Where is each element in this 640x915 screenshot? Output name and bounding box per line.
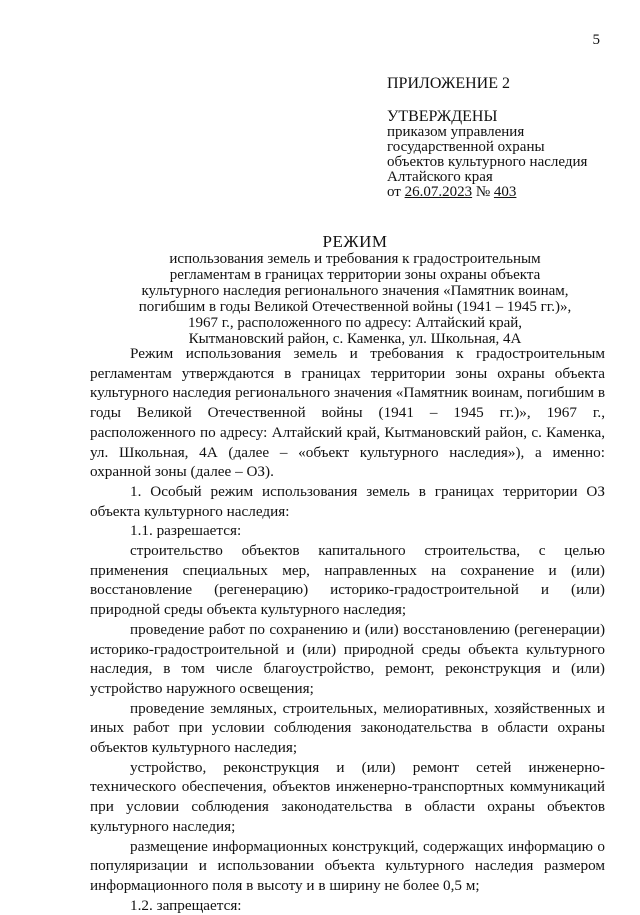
approval-line: государственной охраны xyxy=(387,139,545,155)
document-title xyxy=(90,234,620,347)
approval-line: объектов культурного наследия xyxy=(387,154,588,170)
title-line: использования земель и требования к градостроительным xyxy=(169,251,541,267)
page-number: 5 xyxy=(592,32,600,48)
title-line: регламентам в границах территории зоны охраны объекта xyxy=(169,267,541,283)
approval-block xyxy=(387,76,617,200)
paragraph: проведение работ по сохранению и (или) восстановлению (регенерации) историко-градостроительной и (или) природной среды объекта культурного наследия, в том числе благоустройство, ремонт, реконструкция и (или) устройство наружного освещения; xyxy=(90,620,605,697)
paragraph: 1. Особый режим использования земель в границах территории ОЗ объекта культурного наследия: xyxy=(90,482,605,520)
order-date-line xyxy=(387,185,617,200)
paragraph: 1.2. запрещается: xyxy=(130,896,242,914)
paragraph: Режим использования земель и требования к градостроительным регламентам утверждаются в границах территории зоны охраны объекта культурного наследия регионального значения «Памятник воинам, погибшим в годы Великой Отечественной войны (1941 – 1945 гг.)», 1967 г., расположенного по адресу: Алтайский край, Кытмановский район, с. Каменка, ул. Школьная, 4А (далее – «объект культурного наследия»), а именно: охранной зоны (далее – ОЗ). xyxy=(90,345,605,481)
approved-label: УТВЕРЖДЕНЫ xyxy=(387,108,498,125)
title-heading: РЕЖИМ xyxy=(322,232,388,251)
order-date: 26.07.2023 xyxy=(404,184,473,200)
paragraph: 1.1. разрешается: xyxy=(130,522,242,540)
paragraph: размещение информационных конструкций, содержащих информацию о популяризации и использовании объекта культурного наследия размером информационного поля в высоту и в ширину не более 0,5 м; xyxy=(90,837,605,894)
paragraph: устройство, реконструкция и (или) ремонт сетей инженерно-технического обеспечения, объектов инженерно-транспортных коммуникаций при условии соблюдения законодательства в области охраны объектов культурного наследия; xyxy=(90,758,605,835)
order-number: 403 xyxy=(493,184,517,200)
title-line: культурного наследия регионального значения «Памятник воинам, xyxy=(141,283,569,299)
paragraph: проведение земляных, строительных, мелиоративных, хозяйственных и иных работ при условии соблюдения законодательства в области охраны объектов культурного наследия; xyxy=(90,699,605,757)
appendix-label: ПРИЛОЖЕНИЕ 2 xyxy=(387,75,511,92)
approval-line: Алтайского края xyxy=(387,169,493,185)
paragraph: строительство объектов капитального строительства, с целью применения специальных мер, направленных на сохранение и (или) восстановление (регенерацию) историко-градостроительной и (или) природной среды объекта культурного наследия; xyxy=(90,542,605,619)
title-line: погибшим в годы Великой Отечественной войны (1941 – 1945 гг.)», xyxy=(138,299,572,315)
number-sign: № xyxy=(472,184,494,200)
title-line: Кытмановский район, с. Каменка, ул. Школьная, 4А xyxy=(188,331,522,347)
approval-line: приказом управления xyxy=(387,124,525,140)
document-body xyxy=(90,344,605,915)
date-prefix: от xyxy=(387,184,405,200)
title-line: 1967 г., расположенного по адресу: Алтайский край, xyxy=(187,315,523,331)
